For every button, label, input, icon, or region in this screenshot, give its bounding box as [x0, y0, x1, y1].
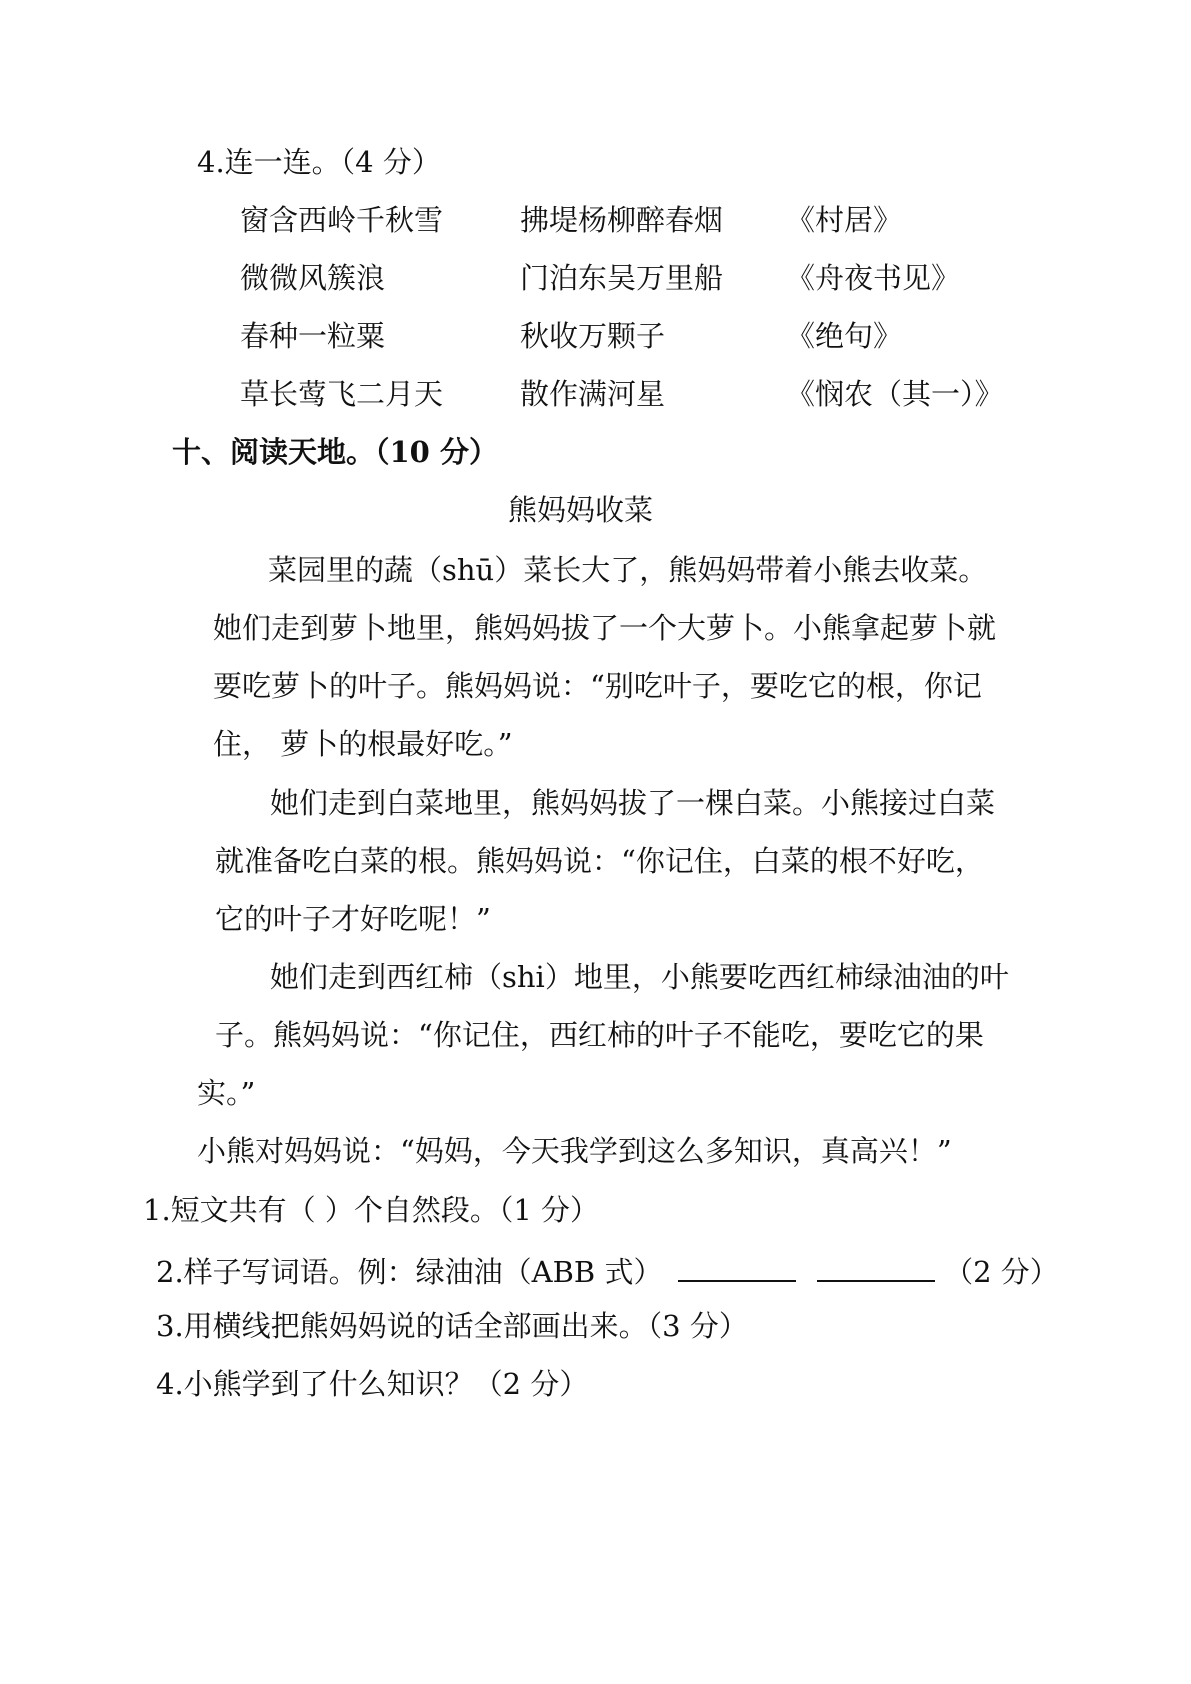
- question-2-score: （2 分）: [944, 1255, 1059, 1289]
- match-right-3: 《绝句》: [786, 319, 903, 353]
- answer-blank-1[interactable]: [678, 1254, 796, 1282]
- question-2-text: 2.样子写词语。例：绿油油（ABB 式）: [156, 1255, 663, 1289]
- story-line-2: 她们走到萝卜地里，熊妈妈拔了一个大萝卜。小熊拿起萝卜就: [213, 611, 997, 645]
- match-left-4: 草长莺飞二月天: [240, 377, 444, 411]
- match-right-1: 《村居》: [786, 203, 903, 237]
- question-4: 4.小熊学到了什么知识？（2 分）: [156, 1367, 589, 1401]
- question-3: 3.用横线把熊妈妈说的话全部画出来。（3 分）: [156, 1309, 748, 1343]
- question-2: [156, 1254, 1059, 1287]
- story-line-5: 她们走到白菜地里，熊妈妈拔了一棵白菜。小熊接过白菜: [270, 786, 996, 820]
- match-middle-1: 拂堤杨柳醉春烟: [520, 203, 724, 237]
- story-line-9: 子。熊妈妈说：“你记住，西红柿的叶子不能吃，要吃它的果: [215, 1018, 984, 1052]
- match-middle-2: 门泊东吴万里船: [520, 261, 724, 295]
- match-right-4: 《悯农（其一）》: [786, 377, 1004, 411]
- story-title: 熊妈妈收菜: [508, 493, 654, 527]
- match-left-2: 微微风簇浪: [240, 261, 386, 295]
- match-middle-4: 散作满河星: [520, 377, 666, 411]
- story-line-6: 就准备吃白菜的根。熊妈妈说：“你记住，白菜的根不好吃，: [215, 844, 984, 878]
- q4-heading: 4.连一连。（4 分）: [197, 145, 441, 179]
- answer-blank-2[interactable]: [817, 1254, 935, 1282]
- match-middle-3: 秋收万颗子: [520, 319, 666, 353]
- story-line-10: 实。”: [197, 1076, 256, 1110]
- match-left-1: 窗含西岭千秋雪: [240, 203, 444, 237]
- question-1: 1.短文共有（ ）个自然段。（1 分）: [143, 1193, 600, 1227]
- section10-heading: 十、阅读天地。（10 分）: [172, 435, 498, 469]
- story-line-11: 小熊对妈妈说：“妈妈，今天我学到这么多知识，真高兴！”: [197, 1134, 952, 1168]
- story-line-3: 要吃萝卜的叶子。熊妈妈说：“别吃叶子，要吃它的根，你记: [213, 669, 982, 703]
- story-line-4: 住， 萝卜的根最好吃。”: [213, 727, 513, 761]
- story-line-8: 她们走到西红柿（shi）地里，小熊要吃西红柿绿油油的叶: [270, 960, 1009, 994]
- match-left-3: 春种一粒粟: [240, 319, 386, 353]
- story-line-1: 菜园里的蔬（shū）菜长大了，熊妈妈带着小熊去收菜。: [268, 553, 988, 587]
- match-right-2: 《舟夜书见》: [786, 261, 961, 295]
- story-line-7: 它的叶子才好吃呢！”: [215, 902, 491, 936]
